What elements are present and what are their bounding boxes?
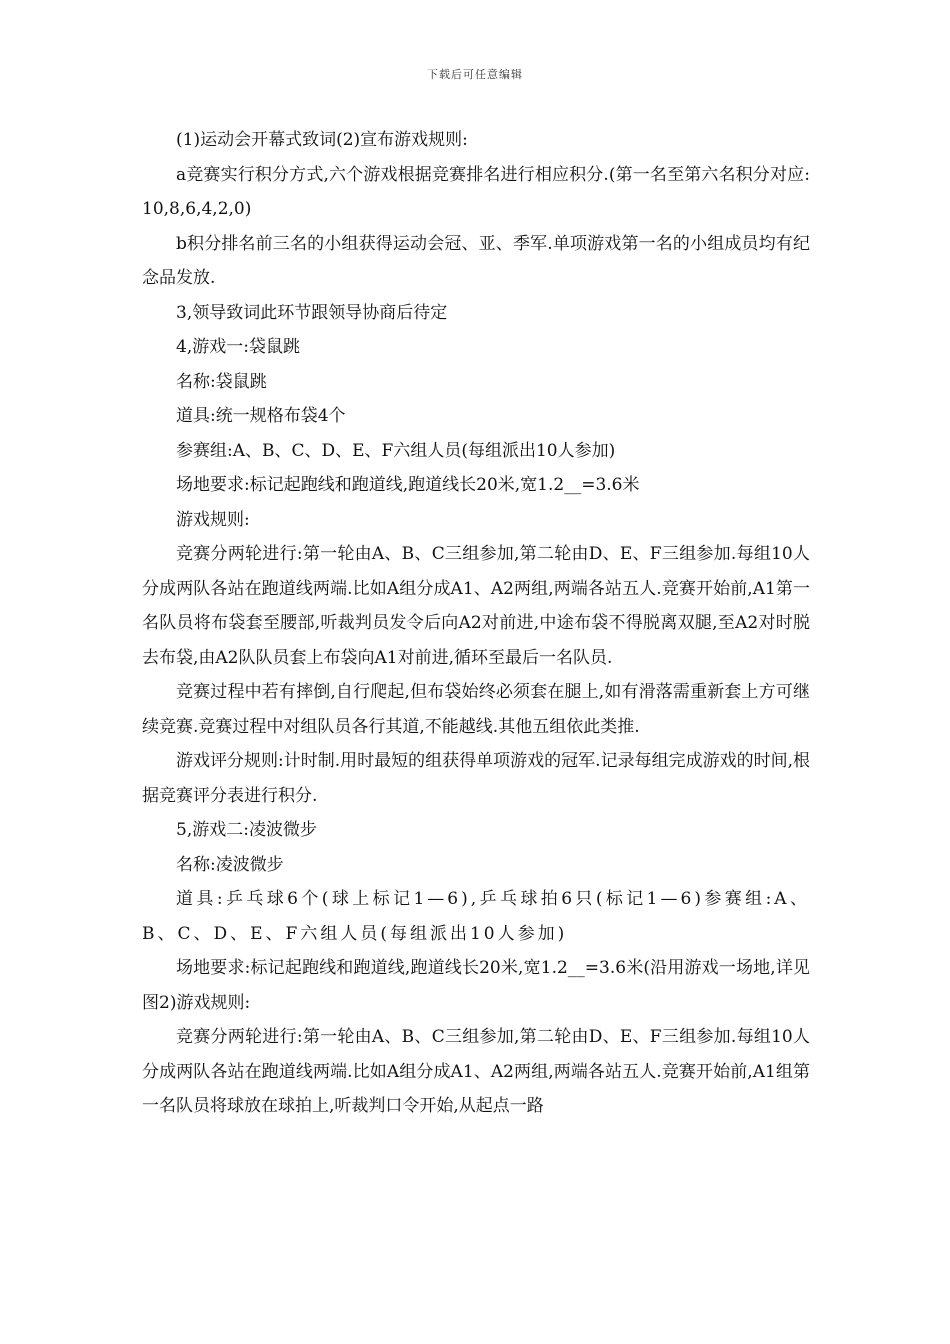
paragraph-game-two-venue: 场地要求:标记起跑线和跑道线,跑道线长20米,宽1.2__=3.6米(沿用游戏一场地,详见图2)游戏规则: [142,958,810,1013]
paragraph-game-one-rules-heading: 游戏规则: [176,509,250,530]
paragraph-game-one-scoring: 游戏评分规则:计时制.用时最短的组获得单项游戏的冠军.记录每组完成游戏的时间,根据竞赛评分表进行积分. [142,751,810,806]
paragraph-rule-a: a竞赛实行积分方式,六个游戏根据竞赛排名进行相应积分.(第一名至第六名积分对应:10,8,6,4,2,0) [142,164,810,219]
paragraph-game-two-props: 道具:乒乓球6个(球上标记1—6),乒乓球拍6只(标记1—6)参赛组:A、B、C、D、E、F六组人员(每组派出10人参加) [142,889,810,944]
paragraph-rule-b: b积分排名前三名的小组获得运动会冠、亚、季军.单项游戏第一名的小组成员均有纪念品发放. [142,233,810,288]
paragraph-game-one-falls: 竞赛过程中若有摔倒,自行爬起,但布袋始终必须套在腿上,如有滑落需重新套上方可继续竞赛.竞赛过程中对组队员各行其道,不能越线.其他五组依此类推. [142,682,810,737]
page-header: 下载后可任意编辑 [427,68,523,81]
paragraph-game-one-rules: 竞赛分两轮进行:第一轮由A、B、C三组参加,第二轮由D、E、F三组参加.每组10人分成两队各站在跑道线两端.比如A组分成A1、A2两组,两端各站五人.竞赛开始前,A1第一名队员将布袋套至腰部,听裁判员发令后向A2对前进,中途布袋不得脱离双腿,至A2对时脱去布袋,由A2队队员套上布袋向A1对前进,循环至最后一名队员. [142,544,810,668]
paragraph-game-one-venue: 场地要求:标记起跑线和跑道线,跑道线长20米,宽1.2__=3.6米 [176,475,640,495]
paragraph-game-two-name: 名称:凌波微步 [176,854,284,875]
paragraph-game-one-teams: 参赛组:A、B、C、D、E、F六组人员(每组派出10人参加) [176,440,616,461]
paragraph-opening-rules: (1)运动会开幕式致词(2)宣布游戏规则: [176,130,468,150]
paragraph-game-one-name: 名称:袋鼠跳 [176,371,267,392]
paragraph-leader-speech: 3,领导致词此环节跟领导协商后待定 [176,302,448,323]
paragraph-game-one-props: 道具:统一规格布袋4个 [176,406,346,426]
document-body [142,123,810,1124]
paragraph-game-two-heading: 5,游戏二:凌波微步 [176,820,317,840]
paragraph-game-two-rules: 竞赛分两轮进行:第一轮由A、B、C三组参加,第二轮由D、E、F三组参加.每组10人分成两队各站在跑道线两端.比如A组分成A1、A2两组,两端各站五人.竞赛开始前,A1组第一名队员将球放在球拍上,听裁判口令开始,从起点一路 [142,1027,810,1116]
paragraph-game-one-heading: 4,游戏一:袋鼠跳 [176,337,300,357]
